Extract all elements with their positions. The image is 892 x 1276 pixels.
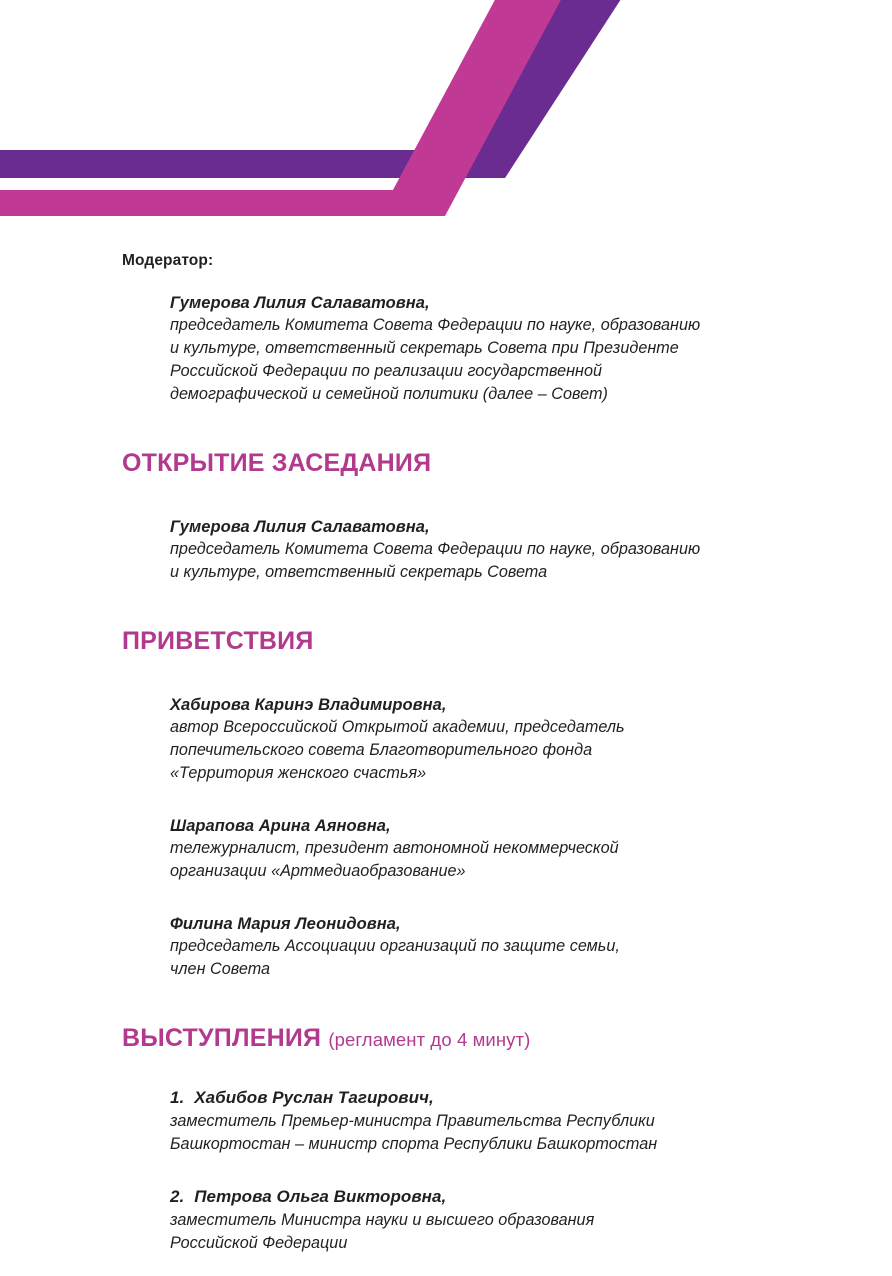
person-role-line: попечительского совета Благотворительного фонда xyxy=(170,740,593,759)
person-role-line: председатель Комитета Совета Федерации по науке, образованию xyxy=(170,540,701,559)
person-entry xyxy=(122,694,832,785)
section-heading-opening xyxy=(122,450,832,478)
speaker-title xyxy=(170,1186,832,1209)
speaker-name: Петрова Ольга Викторовна, xyxy=(194,1186,447,1206)
person-entry xyxy=(122,913,832,981)
section-heading-text: ПРИВЕТСТВИЯ xyxy=(122,627,314,656)
speaker-role-line: Российской Федерации xyxy=(170,1233,348,1252)
section-heading-greetings xyxy=(122,628,832,656)
person-role-line: тележурналист, президент автономной некоммерческой xyxy=(170,839,619,858)
section-heading-text: ВЫСТУПЛЕНИЯ xyxy=(122,1024,322,1053)
moderator-block xyxy=(0,252,892,406)
person-entry xyxy=(122,516,832,584)
person-name: Филина Мария Леонидовна, xyxy=(170,915,401,934)
moderator-person xyxy=(122,292,832,406)
section-heading-note: (регламент до 4 минут) xyxy=(328,1029,531,1051)
person-role-line: член Совета xyxy=(170,960,271,979)
person-name: Гумерова Лилия Салаватовна, xyxy=(170,517,430,536)
speaker-role-line: заместитель Министра науки и высшего образования xyxy=(170,1210,595,1229)
magenta-diagonal-band xyxy=(379,0,563,216)
purple-horizontal-bar xyxy=(0,150,505,178)
speaker-name: Хабибов Руслан Тагирович, xyxy=(194,1087,434,1107)
person-role-line: и культуре, ответственный секретарь Совета при Президенте xyxy=(170,339,679,358)
speaker-title xyxy=(170,1087,832,1110)
magenta-horizontal-bar xyxy=(0,190,445,216)
person-role-line: «Территория женского счастья» xyxy=(170,763,427,782)
speaker-role-line: заместитель Премьер-министра Правительства Республики xyxy=(170,1111,655,1130)
speaker-number: 2. xyxy=(170,1186,185,1206)
section-speeches xyxy=(0,1025,892,1254)
header-ribbon-graphic xyxy=(0,0,892,232)
speaker-entry xyxy=(122,1186,832,1255)
section-heading-speeches xyxy=(122,1025,832,1053)
person-role-line: автор Всероссийской Открытой академии, председатель xyxy=(170,717,625,736)
person-role-line: и культуре, ответственный секретарь Совета xyxy=(170,563,548,582)
speaker-entry xyxy=(122,1087,832,1156)
section-heading-text: ОТКРЫТИЕ ЗАСЕДАНИЯ xyxy=(122,449,432,478)
person-entry xyxy=(122,815,832,883)
person-name: Хабирова Каринэ Владимировна, xyxy=(170,695,447,714)
person-role-line: председатель Комитета Совета Федерации по науке, образованию xyxy=(170,316,701,335)
person-role-line: Российской Федерации по реализации государственной xyxy=(170,362,602,381)
section-greetings xyxy=(0,628,892,981)
person-name: Шарапова Арина Аяновна, xyxy=(170,816,391,835)
speaker-role-line: Башкортостан – министр спорта Республики Башкортостан xyxy=(170,1134,658,1153)
purple-diagonal-band xyxy=(439,0,623,178)
person-role-line: организации «Артмедиаобразование» xyxy=(170,862,466,881)
moderator-label: Модератор: xyxy=(122,252,214,269)
program-document-body xyxy=(0,232,892,1255)
speaker-number: 1. xyxy=(170,1087,185,1107)
person-role-line: председатель Ассоциации организаций по защите семьи, xyxy=(170,937,620,956)
section-opening xyxy=(0,450,892,584)
person-name: Гумерова Лилия Салаватовна, xyxy=(170,294,430,312)
person-role-line: демографической и семейной политики (далее – Совет) xyxy=(170,385,608,404)
